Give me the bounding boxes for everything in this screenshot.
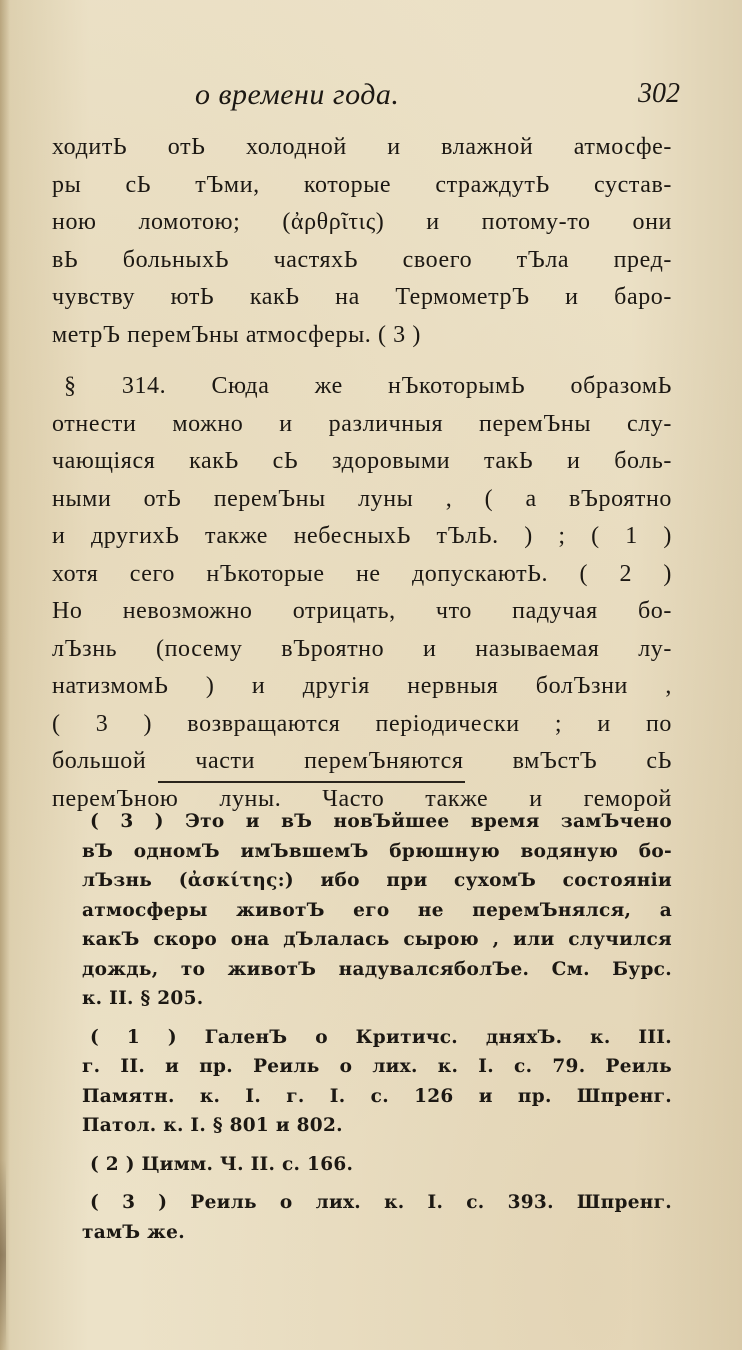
footnote bbox=[82, 1150, 672, 1180]
footnote-line: атмосферы животЪ его не перемЪнялся, а bbox=[82, 899, 672, 921]
text-line: ( 3 ) возвращаются періодически ; и по bbox=[52, 710, 672, 737]
footnote-line: г. II. и пр. Реиль о лих. к. I. с. 79. Реиль bbox=[82, 1056, 672, 1077]
footnote bbox=[82, 807, 672, 1014]
main-text-body bbox=[52, 129, 672, 818]
footnote-line: какЪ скоро она дЪлалась сырою , или случился bbox=[82, 929, 672, 950]
text-line: Но невозможно отрицать, что падучая бо- bbox=[52, 598, 672, 624]
footnotes-block bbox=[82, 807, 672, 1256]
footnote-line: ( 1 ) ГаленЪ о Критичс. дняхЪ. к. III. bbox=[90, 1026, 672, 1048]
text-line: ными отЬ перемЪны луны , ( а вЪроятно bbox=[52, 485, 672, 512]
text-line: метрЪ перемЪны атмосферы. ( 3 ) bbox=[52, 321, 421, 348]
footnote-line: ( 2 ) Цимм. Ч. II. с. 166. bbox=[90, 1153, 354, 1175]
text-line: натизмомЬ ) и другія нервныя болЪзни , bbox=[52, 673, 672, 699]
footnote-line: ( 3 ) Реиль о лих. к. I. с. 393. Шпренг. bbox=[90, 1192, 672, 1213]
footnote-line: Патол. к. I. § 801 и 802. bbox=[82, 1115, 343, 1136]
text-line: хотя сего нЪкоторые не допускаютЬ. ( 2 ) bbox=[52, 560, 672, 587]
footnote-line: лЪзнь (ἀσκίτης:) ибо при сухомЪ состояніи bbox=[82, 870, 672, 891]
text-line: вЬ больныхЬ частяхЬ своего тЪла пред- bbox=[52, 246, 672, 273]
text-line: чающіяся какЬ сЬ здоровыми такЬ и боль- bbox=[52, 448, 672, 474]
footnote-line: ( 3 ) Это и вЪ новЪйшее время замЪчено bbox=[90, 811, 672, 832]
text-line: отнести можно и различныя перемЪны слу- bbox=[52, 410, 672, 437]
page-header bbox=[195, 78, 680, 118]
text-line: и другихЬ также небесныхЬ тЪлЬ. ) ; ( 1 ) bbox=[52, 523, 672, 549]
page-number: 302 bbox=[638, 78, 680, 109]
footnote-line: дождь, то животЪ надувалсяболЪе. См. Бурс. bbox=[82, 958, 672, 980]
footnote-line: вЪ одномЪ имЪвшемЪ брюшную водяную бо- bbox=[82, 840, 672, 862]
binding-crease bbox=[0, 1160, 6, 1350]
footnote-line: Памятн. к. I. г. I. с. 126 и пр. Шпренг. bbox=[82, 1085, 672, 1107]
text-line: ры сЬ тЪми, которые страждутЬ сустав- bbox=[52, 171, 672, 198]
paragraph-gap bbox=[52, 354, 672, 368]
text-line: лЪзнь (посему вЪроятно и называемая лу- bbox=[52, 635, 672, 662]
text-line: чувству ютЬ какЬ на ТермометрЪ и баро- bbox=[52, 284, 672, 310]
text-line: большой части перемЪняются вмЪстЪ сЬ bbox=[52, 748, 672, 774]
paragraph-start-line: § 314. Сюда же нЪкоторымЬ образомЬ bbox=[64, 373, 672, 399]
footnote bbox=[82, 1023, 672, 1141]
page-edge-shadow bbox=[0, 0, 10, 1350]
footnote-line: к. II. § 205. bbox=[82, 988, 204, 1009]
footnote-separator-rule bbox=[158, 781, 465, 783]
text-line: перемЪною луны. Часто также и геморой bbox=[52, 785, 672, 812]
footnote bbox=[82, 1188, 672, 1247]
text-line: ходитЬ отЬ холодной и влажной атмосфе- bbox=[52, 134, 672, 160]
footnote-line: тамЪ же. bbox=[82, 1221, 185, 1243]
text-line: ною ломотою; (ἀρθρῖτις) и потому-то они bbox=[52, 209, 672, 235]
running-title: о времени года. bbox=[195, 78, 400, 111]
